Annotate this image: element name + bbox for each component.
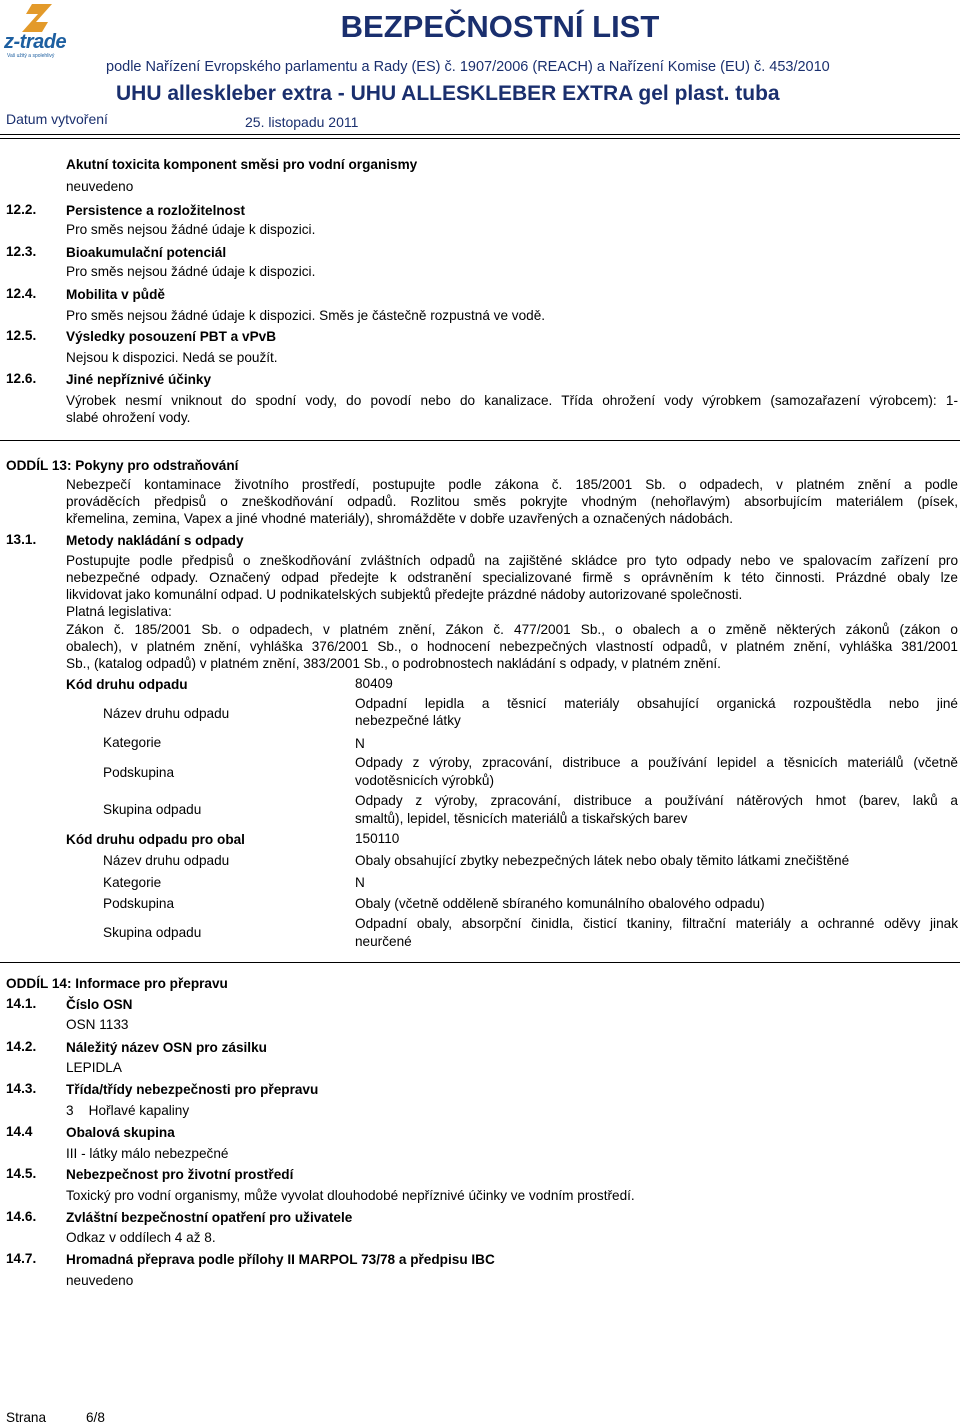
- item-text: Pro směs nejsou žádné údaje k dispozici. Směs je částečně rozpustná ve vodě.: [66, 308, 546, 323]
- pack-row-value: Obaly obsahující zbytky nebezpečných látek nebo obaly těmito látkami znečištěné: [355, 853, 850, 868]
- product-name: UHU alleskleber extra - UHU ALLESKLEBER EXTRA gel plast. tuba: [116, 82, 780, 105]
- item-title: Nebezpečnost pro životní prostředí: [66, 1167, 294, 1182]
- pack-row-label: Podskupina: [103, 896, 175, 911]
- item-text: Nejsou k dispozici. Nedá se použít.: [66, 350, 278, 365]
- waste-row-value: Odpady z výroby, zpracování, distribuce a používání lepidel a těsnicích materiálů (včetně: [355, 755, 958, 770]
- regulation-line: podle Nařízení Evropského parlamentu a Rady (ES) č. 1907/2006 (REACH) a Nařízení Komise (EU) č. 453/2010: [106, 59, 830, 75]
- disposal-intro-line: křemelina, zemina, Vapex a jiné vhodné materiály), shromážděte v dobře uzavřených a označených nádobách.: [66, 511, 733, 526]
- item-number: 13.1.: [6, 532, 37, 547]
- item-title: Třída/třídy nebezpečnosti pro přepravu: [66, 1082, 319, 1097]
- pack-row-value: N: [355, 875, 365, 890]
- item-number: 12.4.: [6, 286, 37, 301]
- waste-row-label: Skupina odpadu: [103, 802, 202, 817]
- logo-tagline: Vaš užitý a spolehlivý: [7, 53, 55, 59]
- item-number: 12.3.: [6, 244, 37, 259]
- legislation-label: Platná legislativa:: [66, 604, 172, 619]
- methods-line: likvidovat jako komunální odpad. U podnikatelských subjektů předejte prázdné nádoby autorizované společnosti.: [66, 587, 743, 602]
- footer-page-number: 6/8: [86, 1410, 105, 1425]
- section-divider: [0, 962, 960, 963]
- item-title: Bioakumulační potenciál: [66, 245, 227, 260]
- item-text: OSN 1133: [66, 1017, 129, 1032]
- waste-row-value-continued: nebezpečné látky: [355, 713, 461, 728]
- item-title: Zvláštní bezpečnostní opatření pro uživatele: [66, 1210, 353, 1225]
- item-number: 14.7.: [6, 1251, 37, 1266]
- waste-row-label: Název druhu odpadu: [103, 706, 230, 721]
- disposal-intro-line: prováděcích předpisů o zneškodňování odpadů. Rozlitou směs pokryjte vhodným (nehořlavým) absorbujícím materiálem (písek,: [66, 494, 958, 509]
- logo-name: z-trade: [4, 31, 67, 53]
- date-label: Datum vytvoření: [6, 111, 108, 127]
- header-divider-second: [0, 138, 960, 139]
- item-text-continued: slabé ohrožení vody.: [66, 410, 191, 425]
- legislation-line: obalech), v platném znění, vyhláška 376/2001 Sb., o hodnocení nebezpečných vlastností odpadů, v platném znění, vyhláška 381/2001: [66, 639, 958, 654]
- item-title: Hromadná přeprava podle přílohy II MARPOL 73/78 a předpisu IBC: [66, 1252, 495, 1267]
- waste-code-value: 80409: [355, 676, 393, 691]
- item-text: Odkaz v oddílech 4 až 8.: [66, 1230, 216, 1245]
- item-number: 14.2.: [6, 1039, 37, 1054]
- item-title: Obalová skupina: [66, 1125, 175, 1140]
- pack-row-value-continued: neurčené: [355, 934, 412, 949]
- item-text: 3 Hořlavé kapaliny: [66, 1103, 190, 1118]
- pack-row-label: Skupina odpadu: [103, 925, 202, 940]
- aquatic-toxicity-value: neuvedeno: [66, 179, 134, 194]
- section-14-title: ODDÍL 14: Informace pro přepravu: [6, 976, 228, 991]
- item-title: Náležitý název OSN pro zásilku: [66, 1040, 267, 1055]
- item-number: 14.4: [6, 1124, 33, 1139]
- item-text: Výrobek nesmí vniknout do spodní vody, do povodí nebo do kanalizace. Třída ohrožení vody výrobkem (samozařazení výrobcem): 1-: [66, 393, 958, 408]
- item-title: Mobilita v půdě: [66, 287, 165, 302]
- item-text: LEPIDLA: [66, 1060, 122, 1075]
- methods-line: Postupujte podle předpisů o zneškodňování zvláštních odpadů na zajištěné skládce pro tyto odpady nebo ve spalovacím zařízení pro: [66, 553, 958, 568]
- item-number: 14.1.: [6, 996, 37, 1011]
- item-number: 14.5.: [6, 1166, 37, 1181]
- item-text: Pro směs nejsou žádné údaje k dispozici.: [66, 222, 316, 237]
- item-number: 12.5.: [6, 328, 37, 343]
- item-number: 12.2.: [6, 202, 37, 217]
- header-divider: [0, 134, 960, 135]
- waste-code-label: Kód druhu odpadu: [66, 677, 188, 692]
- pack-code-value: 150110: [355, 831, 400, 846]
- item-number: 14.6.: [6, 1209, 37, 1224]
- legislation-line: Sb., (katalog odpadů) v platném znění, 383/2001 Sb., o podrobnostech nakládání s odpady, v platném znění.: [66, 656, 721, 671]
- footer-page-label: Strana: [6, 1410, 47, 1425]
- section-13-title: ODDÍL 13: Pokyny pro odstraňování: [6, 458, 239, 473]
- item-title: Výsledky posouzení PBT a vPvB: [66, 329, 277, 344]
- legislation-line: Zákon č. 185/2001 Sb. o odpadech, v platném znění, Zákon č. 477/2001 Sb., o obalech a o změně některých zákonů (zákon o: [66, 622, 958, 637]
- item-text: Toxický pro vodní organismy, může vyvolat dlouhodobé nepříznivé účinky ve vodním prostředí.: [66, 1188, 635, 1203]
- waste-row-label: Podskupina: [103, 765, 175, 780]
- methods-line: nebezpečné odpady. Označený odpad předejte k odstranění specializované firmě s oprávněním k této činnosti. Prázdné obaly lze: [66, 570, 958, 585]
- waste-row-value-continued: vodotěsnicích výrobků): [355, 773, 495, 788]
- document-title: BEZPEČNOSTNÍ LIST: [340, 9, 660, 44]
- waste-row-value: N: [355, 736, 365, 751]
- disposal-intro-line: Nebezpečí kontaminace životního prostředí, postupujte podle zákona č. 185/2001 Sb. o odpadech, v platném znění a podle: [66, 477, 958, 492]
- item-title: Jiné nepříznivé účinky: [66, 372, 212, 387]
- waste-row-value: Odpady z výroby, zpracování, distribuce a používání nátěrových hmot (barev, laků a: [355, 793, 958, 808]
- aquatic-toxicity-title: Akutní toxicita komponent směsi pro vodní organismy: [66, 157, 418, 172]
- pack-row-label: Kategorie: [103, 875, 162, 890]
- waste-row-value-continued: smaltů), lepidel, těsnicích materiálů a tiskařských barev: [355, 811, 688, 826]
- item-number: 12.6.: [6, 371, 37, 386]
- pack-row-label: Název druhu odpadu: [103, 853, 230, 868]
- pack-code-label: Kód druhu odpadu pro obal: [66, 832, 245, 847]
- section-divider: [0, 440, 960, 441]
- pack-row-value: Odpadní obaly, absorpční činidla, čisticí tkaniny, filtrační materiály a ochranné oděvy jinak: [355, 916, 958, 931]
- item-text: Pro směs nejsou žádné údaje k dispozici.: [66, 264, 316, 279]
- item-text: III - látky málo nebezpečné: [66, 1146, 229, 1161]
- item-title: Metody nakládání s odpady: [66, 533, 244, 548]
- item-text: neuvedeno: [66, 1273, 134, 1288]
- item-number: 14.3.: [6, 1081, 37, 1096]
- pack-row-value: Obaly (včetně odděleně sbíraného komunálního obalového odpadu): [355, 896, 765, 911]
- item-title: Persistence a rozložitelnost: [66, 203, 246, 218]
- waste-row-label: Kategorie: [103, 735, 162, 750]
- waste-row-value: Odpadní lepidla a těsnicí materiály obsahující organická rozpouštědla nebo jiné: [355, 696, 958, 711]
- date-value: 25. listopadu 2011: [245, 114, 359, 130]
- item-title: Číslo OSN: [66, 997, 133, 1012]
